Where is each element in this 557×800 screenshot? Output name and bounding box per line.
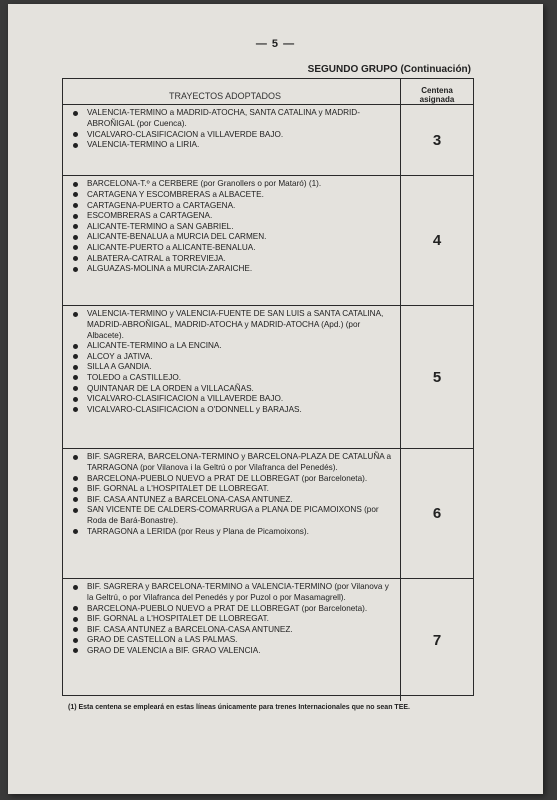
route-text: ALBATERA-CATRAL a TORREVIEJA. — [87, 253, 226, 263]
bullet-icon — [73, 182, 78, 187]
route-text: GRAO DE VALENCIA a BIF. GRAO VALENCIA. — [87, 645, 261, 655]
page-number: — 5 — — [255, 38, 296, 50]
route-item — [71, 484, 396, 495]
route-item — [71, 384, 396, 395]
centena-value: 6 — [400, 449, 473, 578]
route-item — [71, 474, 396, 485]
centena-value: 7 — [400, 579, 473, 701]
header-routes: TRAYECTOS ADOPTADOS — [169, 91, 282, 101]
document-page — [8, 4, 543, 794]
bullet-icon — [73, 312, 78, 317]
route-text: ALICANTE-TERMINO a LA ENCINA. — [87, 341, 222, 351]
bullet-icon — [73, 375, 78, 380]
route-item — [71, 243, 396, 254]
bullet-icon — [73, 617, 78, 622]
bullet-icon — [73, 407, 78, 412]
bullet-icon — [73, 638, 78, 643]
route-text: BIF. SAGRERA y BARCELONA-TERMINO a VALENCIA-TERMINO (por Vilanova y la Geltrú, o por Vilafranca del Penedés y por Puzol o por Masamagrell). — [87, 582, 389, 602]
route-text: BARCELONA-PUEBLO NUEVO a PRAT DE LLOBREGAT (por Barceloneta). — [87, 603, 368, 613]
route-text: ALICANTE-TERMINO a SAN GABRIEL. — [87, 221, 234, 231]
route-item — [71, 179, 396, 190]
route-text: BIF. SAGRERA, BARCELONA-TERMINO y BARCELONA-PLAZA DE CATALUÑA a TARRAGONA (por Vilanova i la Geltrú o por Vilafranca del Penedés). — [87, 452, 392, 472]
bullet-icon — [73, 354, 78, 359]
route-text: ALICANTE-BENALUA a MURCIA DEL CARMEN. — [87, 232, 267, 242]
route-text: ALGUAZAS-MOLINA a MURCIA-ZARAICHE. — [87, 264, 253, 274]
bullet-icon — [73, 627, 78, 632]
bullet-icon — [73, 256, 78, 261]
route-item — [71, 254, 396, 265]
bullet-icon — [73, 192, 78, 197]
route-list — [63, 105, 400, 175]
route-text: TOLEDO a CASTILLEJO. — [87, 372, 182, 382]
table-body — [63, 105, 473, 701]
route-item — [71, 625, 396, 636]
table-row — [63, 449, 473, 579]
bullet-icon — [73, 365, 78, 370]
bullet-icon — [73, 508, 78, 513]
bullet-icon — [73, 648, 78, 653]
route-item — [71, 527, 396, 538]
route-text: ALCOY a JATIVA. — [87, 351, 153, 361]
route-text: QUINTANAR DE LA ORDEN a VILLACAÑAS. — [87, 383, 254, 393]
route-item — [71, 604, 396, 615]
route-item — [71, 190, 396, 201]
route-text: CARTAGENA-PUERTO a CARTAGENA. — [87, 200, 236, 210]
route-text: VICALVARO-CLASIFICACION a VILLAVERDE BAJO. — [87, 394, 284, 404]
bullet-icon — [73, 214, 78, 219]
bullet-icon — [73, 143, 78, 148]
route-text: ALICANTE-PUERTO a ALICANTE-BENALUA. — [87, 242, 256, 252]
bullet-icon — [73, 344, 78, 349]
route-item — [71, 614, 396, 625]
route-text: VALENCIA-TERMINO a LIRIA. — [87, 140, 200, 150]
centena-value: 5 — [400, 306, 473, 448]
bullet-icon — [73, 111, 78, 116]
table-header — [63, 79, 473, 105]
route-item — [71, 264, 396, 275]
route-text: VALENCIA-TERMINO a MADRID-ATOCHA, SANTA CATALINA y MADRID-ABROÑIGAL (por Cuenca). — [87, 108, 360, 128]
bullet-icon — [73, 397, 78, 402]
bullet-icon — [73, 267, 78, 272]
centena-value: 3 — [400, 105, 473, 175]
route-list — [63, 306, 400, 448]
footnote: (1) Esta centena se empleará en estas líneas únicamente para trenes Internacionales que no sean TEE. — [68, 704, 410, 711]
route-text: BIF. GORNAL a L'HOSPITALET DE LLOBREGAT. — [87, 484, 269, 494]
bullet-icon — [73, 224, 78, 229]
route-text: SILLA A GANDIA. — [87, 362, 152, 372]
route-text: VICALVARO-CLASIFICACION a O'DONNELL y BARAJAS. — [87, 404, 302, 414]
bullet-icon — [73, 132, 78, 137]
route-text: SAN VICENTE DE CALDERS-COMARRUGA a PLANA DE PICAMOIXONS (por Roda de Bará-Bonastre). — [87, 505, 379, 525]
centena-value: 4 — [400, 176, 473, 305]
bullet-icon — [73, 476, 78, 481]
header-centena-line1: Centena — [421, 86, 453, 95]
route-item — [71, 362, 396, 373]
route-list — [63, 449, 400, 578]
bullet-icon — [73, 606, 78, 611]
table-row — [63, 306, 473, 449]
table-row — [63, 105, 473, 176]
route-text: VICALVARO-CLASIFICACION a VILLAVERDE BAJO. — [87, 129, 284, 139]
route-item — [71, 394, 396, 405]
route-item — [71, 582, 396, 603]
route-item — [71, 211, 396, 222]
route-item — [71, 495, 396, 506]
route-item — [71, 373, 396, 384]
header-centena — [400, 79, 473, 104]
routes-table — [62, 78, 474, 696]
route-text: BIF. CASA ANTUNEZ a BARCELONA-CASA ANTUNEZ. — [87, 624, 293, 634]
route-text: CARTAGENA Y ESCOMBRERAS a ALBACETE. — [87, 189, 264, 199]
route-item — [71, 405, 396, 416]
bullet-icon — [73, 455, 78, 460]
route-item — [71, 201, 396, 212]
route-text: BARCELONA-PUEBLO NUEVO a PRAT DE LLOBREGAT (por Barceloneta). — [87, 473, 368, 483]
route-text: BARCELONA-T.º a CERBERE (por Granollers o por Mataró) (1). — [87, 179, 322, 189]
bullet-icon — [73, 203, 78, 208]
route-list — [63, 176, 400, 305]
table-row — [63, 579, 473, 701]
route-item — [71, 635, 396, 646]
table-row — [63, 176, 473, 306]
route-item — [71, 452, 396, 473]
header-centena-line2: asignada — [419, 95, 455, 105]
route-item — [71, 130, 396, 141]
route-item — [71, 222, 396, 233]
route-text: VALENCIA-TERMINO y VALENCIA-FUENTE DE SAN LUIS a SANTA CATALINA, MADRID-ABROÑIGAL, MADRID-ATOCHA y MADRID-ATOCHA (Apd.) (por Albacete). — [87, 309, 384, 340]
route-text: GRAO DE CASTELLON a LAS PALMAS. — [87, 635, 238, 645]
route-text: BIF. GORNAL a L'HOSPITALET DE LLOBREGAT. — [87, 614, 269, 624]
route-list — [63, 579, 400, 701]
route-item — [71, 505, 396, 526]
route-item — [71, 309, 396, 341]
bullet-icon — [73, 585, 78, 590]
route-item — [71, 646, 396, 657]
route-item — [71, 232, 396, 243]
route-text: BIF. CASA ANTUNEZ a BARCELONA-CASA ANTUNEZ. — [87, 494, 293, 504]
route-text: TARRAGONA a LERIDA (por Reus y Plana de Picamoixons). — [87, 526, 309, 536]
bullet-icon — [73, 386, 78, 391]
bullet-icon — [73, 487, 78, 492]
bullet-icon — [73, 245, 78, 250]
bullet-icon — [73, 235, 78, 240]
group-title: SEGUNDO GRUPO (Continuación) — [307, 64, 471, 75]
bullet-icon — [73, 529, 78, 534]
route-item — [71, 140, 396, 151]
route-item — [71, 341, 396, 352]
route-item — [71, 352, 396, 363]
route-text: ESCOMBRERAS a CARTAGENA. — [87, 211, 213, 221]
bullet-icon — [73, 497, 78, 502]
route-item — [71, 108, 396, 129]
